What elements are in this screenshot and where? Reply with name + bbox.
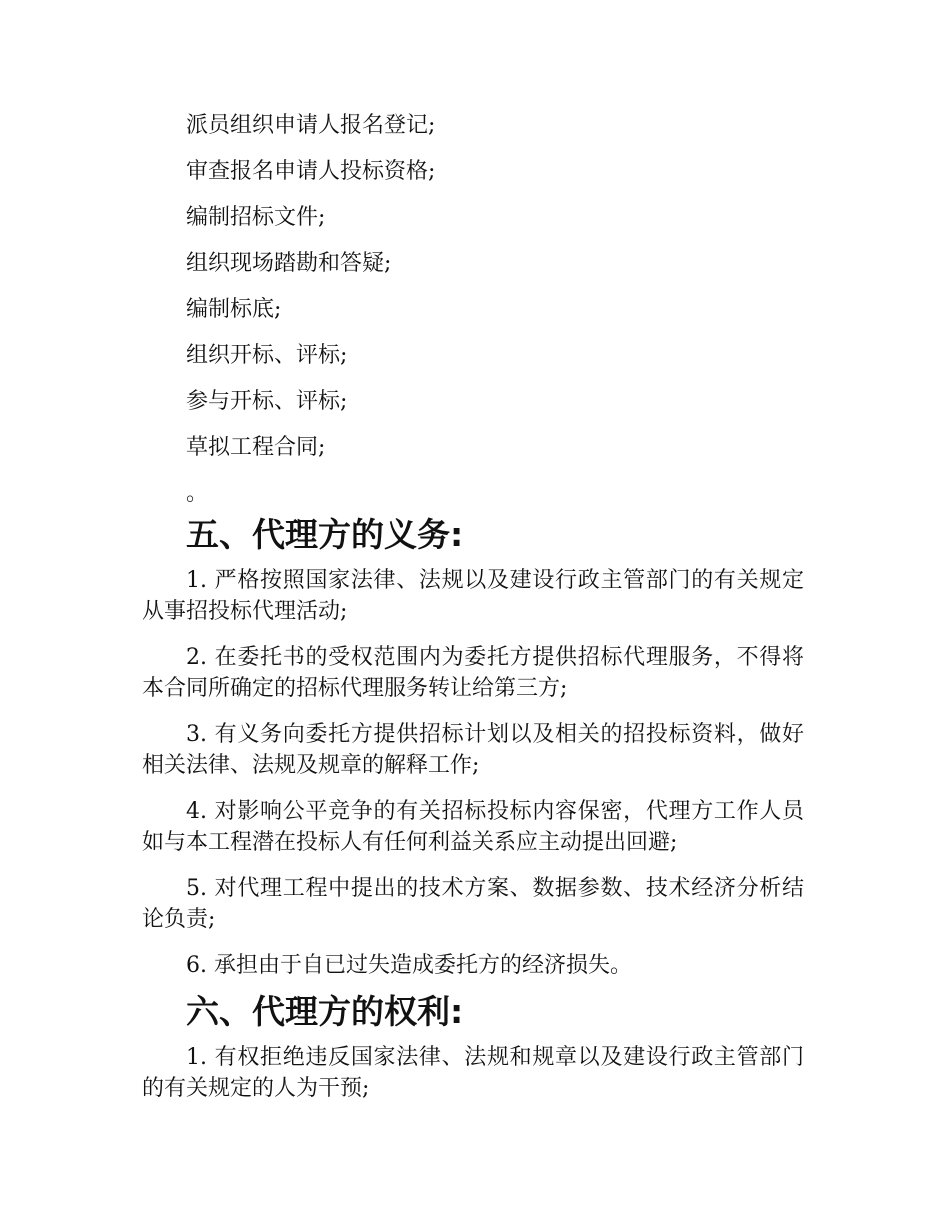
document-body: [142, 110, 804, 1119]
service-item: 草拟工程合同;: [186, 435, 326, 460]
service-item: 编制标底;: [186, 297, 282, 322]
obligation-paragraph: 6. 承担由于自已过失造成委托方的经济损失。: [186, 953, 632, 978]
rights-paragraph: 1. 有权拒绝违反国家法律、法规和规章以及建设行政主管部门的有关规定的人为干预;: [142, 1045, 804, 1101]
obligation-paragraph: 3. 有义务向委托方提供招标计划以及相关的招投标资料，做好相关法律、法规及规章的解释工作;: [142, 722, 804, 778]
service-item: 组织开标、评标;: [186, 343, 348, 368]
obligation-paragraph: 1. 严格按照国家法律、法规以及建设行政主管部门的有关规定从事招投标代理活动;: [142, 568, 804, 624]
service-item: 派员组织申请人报名登记;: [186, 113, 436, 138]
service-item: 组织现场踏勘和答疑;: [186, 251, 392, 276]
service-item: 参与开标、评标;: [186, 389, 348, 414]
service-item: 编制招标文件;: [186, 205, 326, 230]
service-item: 审查报名申请人投标资格;: [186, 159, 436, 184]
obligation-paragraph: 5. 对代理工程中提出的技术方案、数据参数、技术经济分析结论负责;: [142, 876, 804, 932]
obligation-paragraph: 2. 在委托书的受权范围内为委托方提供招标代理服务，不得将本合同所确定的招标代理服务转让给第三方;: [142, 645, 804, 701]
obligation-paragraph: 4. 对影响公平竞争的有关招标投标内容保密，代理方工作人员如与本工程潜在投标人有任何利益关系应主动提出回避;: [142, 799, 804, 855]
stray-period: 。: [186, 481, 209, 506]
section-heading-rights: 六、代理方的权利:: [186, 992, 464, 1031]
section-heading-obligations: 五、代理方的义务:: [186, 515, 464, 554]
